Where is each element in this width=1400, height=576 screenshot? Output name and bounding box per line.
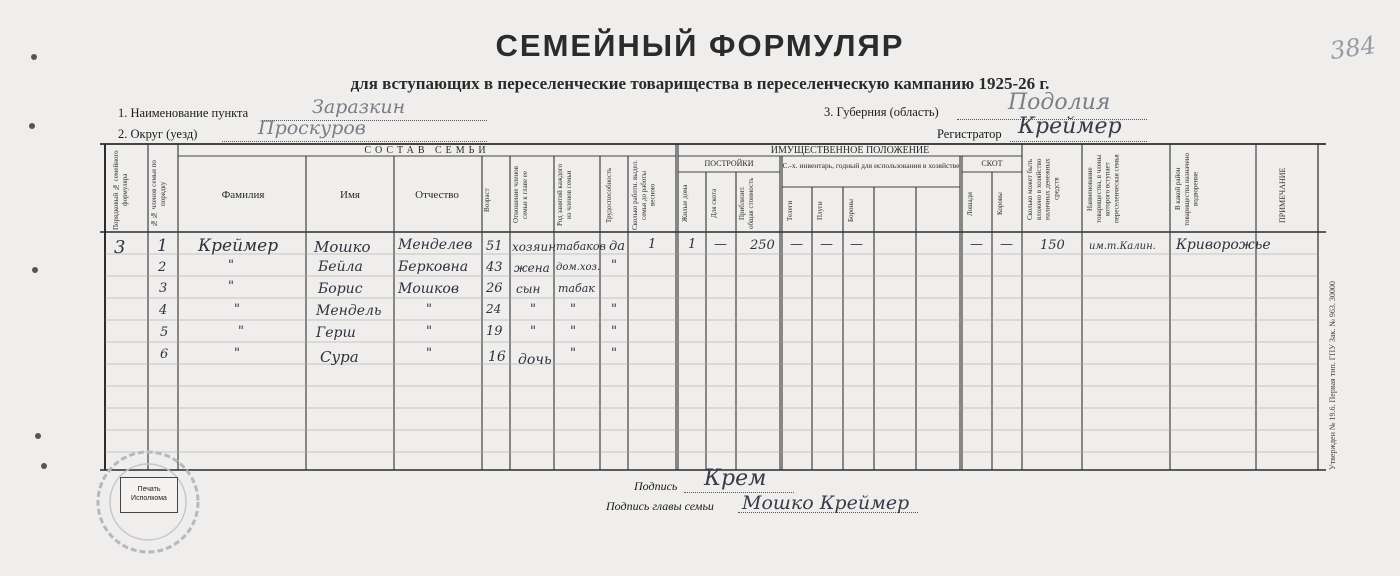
row6-trud: " xyxy=(611,346,617,361)
row1-doma: 1 xyxy=(688,237,697,252)
podpis-glavy-value: Мошко Креймер xyxy=(742,492,910,514)
header-tovarishchestvo: Наименование товарищества, в члены которого вступает переселенческая семья xyxy=(1086,154,1121,224)
header-korovy: Коровы xyxy=(996,192,1004,216)
row1-loshadi: — xyxy=(970,237,983,252)
header-borony: Бороны xyxy=(847,199,855,223)
row4-otchestvo: " xyxy=(426,302,432,317)
row2-zanyatie: дом.хоз. xyxy=(556,262,601,273)
row1-borony: — xyxy=(850,237,863,252)
row4-chlen: 4 xyxy=(159,303,168,318)
row1-otnoshenie: хозяин xyxy=(512,240,557,254)
row6-otchestvo: " xyxy=(426,346,432,361)
header-imushchestvo: ИМУЩЕСТВЕННОЕ ПОЛОЖЕНИЕ xyxy=(770,145,930,156)
header-primechanie: ПРИМЕЧАНИЕ xyxy=(1278,167,1287,223)
header-nomer-chlena: №№ членов семьи по порядку xyxy=(150,160,167,228)
header-otchestvo: Отчество xyxy=(415,189,459,201)
page-number: 384 xyxy=(1328,30,1378,66)
row1-korovy: — xyxy=(1000,237,1013,252)
stamp-box: Печать Исполкома xyxy=(120,477,178,513)
row1-familiya: Креймер xyxy=(198,236,279,256)
row6-otnoshenie: дочь xyxy=(518,352,552,368)
header-stoimost: Приблизит. общая стоимость xyxy=(738,177,755,229)
row1-plugi: — xyxy=(820,237,833,252)
podpis-value: Крем xyxy=(704,466,767,491)
header-postroiki: ПОСТРОЙКИ xyxy=(704,159,754,168)
row2-chlen: 2 xyxy=(158,260,167,275)
row5-familiya: " xyxy=(238,324,244,339)
row1-trud: да xyxy=(609,239,625,254)
punkt-label: 1. Наименование пункта xyxy=(118,106,249,120)
header-plugi: Плуги xyxy=(816,201,824,221)
header-loshadi: Лошади xyxy=(966,192,974,216)
row2-otchestvo: Берковна xyxy=(398,259,469,275)
row4-trud: " xyxy=(611,302,617,317)
registrator-value: Креймер xyxy=(1018,114,1122,139)
print-note: Утвержден № 19.6. Первая тип. ГПУ Зак. № 963. 30000 xyxy=(1328,281,1337,470)
row1-rabotniki: 1 xyxy=(648,237,657,252)
row3-familiya: " xyxy=(228,279,234,294)
podpis-label: Подпись xyxy=(634,479,678,493)
row1-imya: Мошко xyxy=(314,238,371,256)
row3-imya: Борис xyxy=(318,281,363,297)
row2-trud: " xyxy=(611,258,617,273)
header-otnoshenie: Отношение членов семьи к главе ее xyxy=(512,166,529,224)
form-title: СЕМЕЙНЫЙ ФОРМУЛЯР xyxy=(495,28,905,63)
row4-vozrast: 24 xyxy=(486,302,502,316)
row2-imya: Бейла xyxy=(318,259,363,275)
row6-vozrast: 16 xyxy=(488,349,506,365)
row5-vozrast: 19 xyxy=(486,324,503,339)
header-sostav: СОСТАВ СЕМЬИ xyxy=(364,145,490,156)
gubernia-value: Подолия xyxy=(1008,90,1111,115)
row5-zanyatie: " xyxy=(570,324,576,339)
row2-familiya: " xyxy=(228,258,234,273)
row1-otchestvo: Менделев xyxy=(398,237,473,253)
row1-dengi: 150 xyxy=(1040,238,1065,253)
row2-vozrast: 43 xyxy=(486,260,503,275)
row4-imya: Мендель xyxy=(316,303,382,319)
row3-vozrast: 26 xyxy=(486,281,503,296)
okrug-label: 2. Округ (уезд) xyxy=(118,127,198,141)
header-imya: Имя xyxy=(340,189,360,201)
row1-rayon: Криворожье xyxy=(1176,237,1271,253)
header-familiya: Фамилия xyxy=(221,189,265,201)
registrator-label: Регистратор xyxy=(937,127,1002,141)
row1-stoimost: 250 xyxy=(750,238,775,253)
row4-familiya: " xyxy=(234,302,240,317)
row1-skot: — xyxy=(714,237,727,252)
row6-zanyatie: " xyxy=(570,346,576,361)
row6-chlen: 6 xyxy=(160,347,169,362)
row1-zanyatie: табаков xyxy=(556,240,606,253)
row4-zanyatie: " xyxy=(570,302,576,317)
row2-otnoshenie: жена xyxy=(514,261,550,275)
header-trudosposobnost: Трудоспособность xyxy=(605,167,613,223)
header-skot: СКОТ xyxy=(981,159,1003,168)
header-rabotniki: Сколько работн. выдел. семья до работы весною xyxy=(631,160,657,230)
row6-imya: Сура xyxy=(320,348,359,366)
header-telegi: Телеги xyxy=(786,200,794,222)
row1-tovar: им.т.Калин. xyxy=(1089,241,1156,252)
header-dlya-skota: Для скота xyxy=(710,188,718,218)
header-inventar: С.-х. инвентарь, годный для использования в хозяйстве xyxy=(782,161,960,170)
form-subtitle: для вступающих в переселенческие товарищества в переселенческую кампанию 1925-26 г. xyxy=(350,74,1050,93)
podpis-glavy-label: Подпись главы семьи xyxy=(606,499,714,513)
row1-telegi: — xyxy=(790,237,803,252)
punch-holes xyxy=(0,0,60,576)
row5-trud: " xyxy=(611,324,617,339)
header-vozrast: Возраст xyxy=(483,188,491,212)
row3-zanyatie: табак xyxy=(558,282,595,295)
okrug-value: Проскуров xyxy=(258,117,366,139)
row3-otchestvo: Мошков xyxy=(398,281,459,297)
gubernia-label: 3. Губерния (область) xyxy=(824,105,939,119)
header-poryadkovy: Порядковый № семейного формуляра xyxy=(112,150,129,230)
row1-vozrast: 51 xyxy=(486,239,503,254)
row6-familiya: " xyxy=(234,346,240,361)
row1-nomer: 3 xyxy=(114,237,126,258)
row4-otnoshenie: " xyxy=(530,302,536,317)
header-rayon: В какой район товарищества назначено водворение xyxy=(1174,152,1200,226)
row5-otchestvo: " xyxy=(426,324,432,339)
row3-otnoshenie: сын xyxy=(516,282,541,296)
row5-otnoshenie: " xyxy=(530,324,536,339)
row5-chlen: 5 xyxy=(160,325,169,340)
row5-imya: Герш xyxy=(316,325,356,341)
header-dengi: Сколько может быть вложено в хозяйство наличных денежных средств xyxy=(1026,158,1061,220)
row1-chlen: 1 xyxy=(157,236,168,256)
header-zhilye-doma: Жилые дома xyxy=(681,184,689,222)
header-zanyatie: Род занятий каждого из членов семьи xyxy=(556,164,573,226)
punkt-value: Заразкин xyxy=(312,96,406,118)
row3-chlen: 3 xyxy=(159,281,168,296)
